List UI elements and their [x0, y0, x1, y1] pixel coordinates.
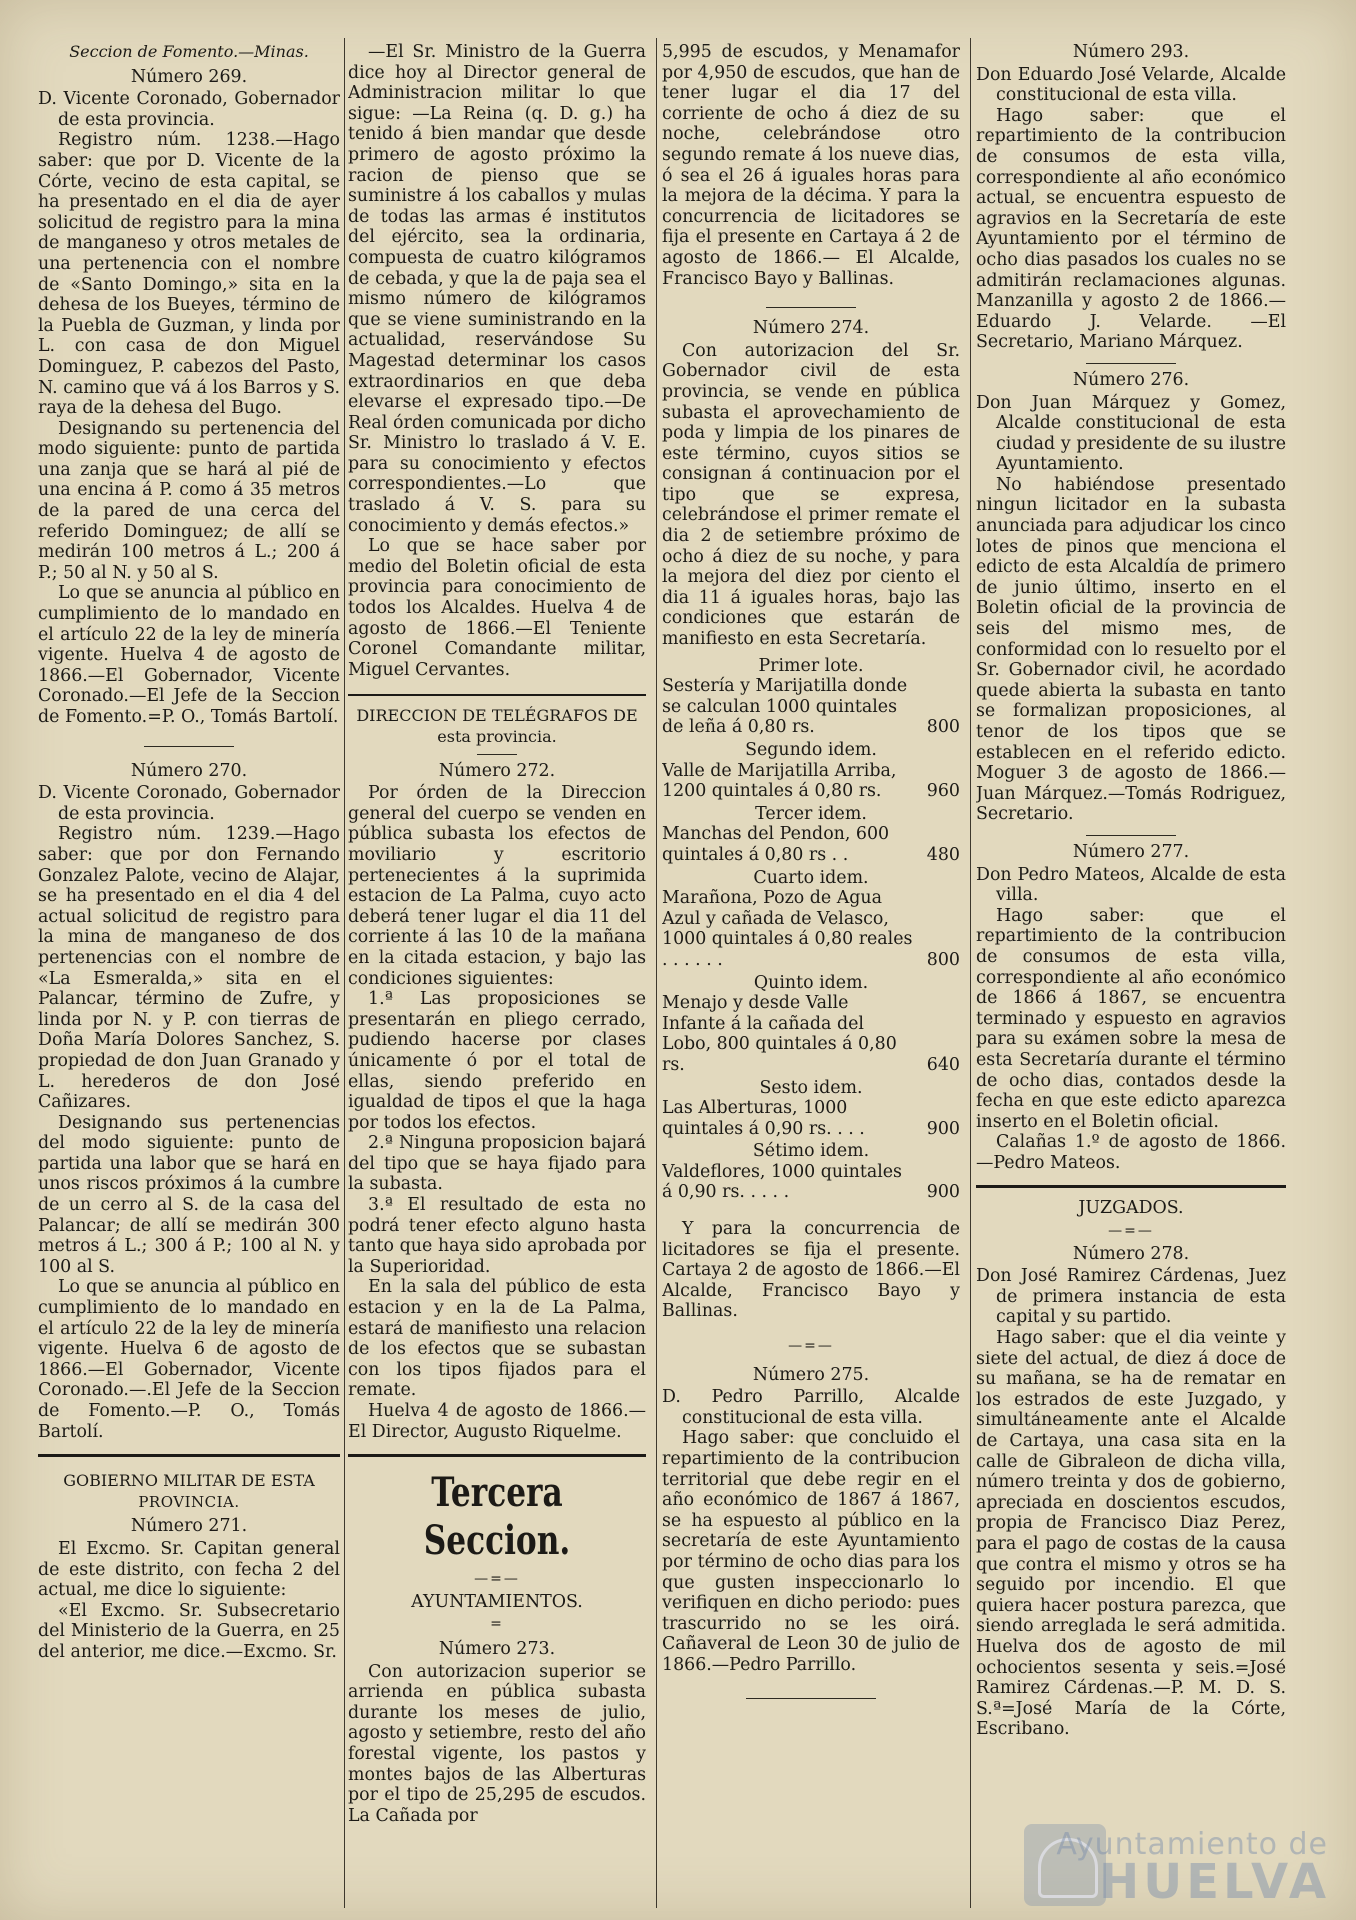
notice-body: Lo que se anuncia al público en cumplimiento de lo mandado en el artículo 22 de la ley de minería vigente. Huelva 4 de agosto de 1866.—El Gobernador, Vicente Coronado.—El Jefe de la Seccion de Fomento.=P. O., Tomás Bartolí. — [38, 583, 340, 727]
notice-number: Número 277. — [1072, 841, 1190, 862]
lot-description: Sestería y Marijatilla donde se calculan 1000 quintales de leña á 0,80 rs. — [662, 676, 908, 738]
lot-value: 960 — [926, 781, 960, 802]
ornament: —=— — [1108, 1223, 1154, 1240]
column-rule — [656, 38, 657, 1908]
section-subheader: PROVINCIA. — [138, 1492, 240, 1511]
notice-author: Don Pedro Mateos, Alcalde de esta villa. — [976, 864, 1286, 906]
separator — [1086, 363, 1176, 364]
notice-number: Número 275. — [752, 1364, 870, 1385]
notice-body: —El Sr. Ministro de la Guerra dice hoy al Director general de Administracion militar lo que sigue: —La Reina (q. D. g.) ha tenido á bien mandar que desde primero de agosto próximo la racion de pienso que se suministre á los caballos y mulas de todas las armas é institutos del ejército, sea la ordinaria, compuesta de cuatro kilógramos de cebada, y que la de paja sea el mismo número de kilógramos que se viene suministrando en la actualidad, reservándose Su Magestad determinar los casos extraordinarios en que deba elevarse el expresado tipo.—De Real órden comunicada por dicho Sr. Ministro lo traslado á V. E. para su conocimiento y efectos correspondientes.—Lo que traslado á V. S. para su conocimiento y demás efectos.» — [348, 42, 646, 536]
lot-description: Marañona, Pozo de Agua Azul y cañada de Velasco, 1000 quintales á 0,80 reales . . . . . . — [662, 888, 913, 970]
notice-body: Hago saber: que el repartimiento de la contribucion de consumos de esta villa, correspondiente al año económico de 1866 á 1867, se encuentra terminado y espuesto en agravios para su exámen sobre la mesa de esta Secretaría durante el término de ocho dias, contados desde la fecha en que este edicto aparezca inserto en el Boletin oficial. — [976, 905, 1286, 1132]
condition: 2.ª Ninguna proposicion bajará del tipo que se haya fijado para la subasta. — [348, 1133, 646, 1195]
column-rule — [344, 38, 345, 1908]
section-header: DIRECCION DE TELÉGRAFOS DE esta provincia. — [356, 706, 638, 746]
column-1 — [38, 42, 340, 1902]
notice-number: Número 278. — [1072, 1243, 1190, 1264]
condition: 1.ª Las proposiciones se presentarán en pliego cerrado, pudiendo hacerse por clases únicamente ó por el total de ellas, siendo preferido en igualdad de tipos el que la haga por todos los efectos. — [348, 989, 646, 1133]
notice-body: Registro núm. 1239.—Hago saber: que por don Fernando Gonzalez Palote, vecino de Alajar, se ha presentado en el dia 4 del actual solicitud de registro para la mina de manganeso de dos pertenencias con el nombre de «La Esmeralda,» sita en el Palancar, término de Zufre, y linda por N. y P. con tierras de Doña María Dolores Sanchez, S. propiedad de don Juan Granado y L. herederos de don José Cañizares. — [38, 824, 340, 1113]
section-rule — [348, 1454, 646, 1457]
separator — [746, 1698, 876, 1699]
notice-body: En la sala del público de esta estacion y en la de La Palma, estará de manifiesto una relacion de los efectos que se subastan con los tipos fijados para el remate. — [348, 1277, 646, 1401]
notice-number: Número 276. — [1072, 369, 1190, 390]
notice-author: Don Eduardo José Velarde, Alcalde constitucional de esta villa. — [976, 64, 1286, 106]
column-4 — [976, 42, 1286, 1902]
lot-heading: Sesto idem. — [759, 1077, 863, 1098]
section-header: AYUNTAMIENTOS. — [411, 1591, 583, 1612]
section-rule — [38, 1454, 340, 1457]
lot-row — [662, 1162, 960, 1203]
lot-row — [662, 1098, 960, 1139]
section-rule — [348, 694, 646, 696]
section-header: GOBIERNO MILITAR DE ESTA — [63, 1471, 315, 1491]
lot-row — [662, 761, 960, 802]
section-title: Tercera Seccion. — [423, 1469, 571, 1565]
lot-description: Menajo y desde Valle Infante á la cañada del Lobo, 800 quintales á 0,80 rs. — [662, 993, 897, 1075]
notice-body: Lo que se hace saber por medio del Boletin oficial de esta provincia para conocimiento de todos los Alcaldes. Huelva 4 de agosto de 1866.—El Teniente Coronel Comandante militar, Miguel Cervantes. — [348, 536, 646, 680]
column-rule — [970, 38, 971, 1908]
notice-body: Con autorizacion superior se arrienda en pública subasta durante los meses de julio, agosto y setiembre, resto del año forestal vigente, los pastos y montes bajos de las Alberturas por el tipo de 25,295 de escudos. La Cañada por — [348, 1661, 646, 1826]
lot-description: Las Alberturas, 1000 quintales á 0,90 rs. . . . — [662, 1098, 865, 1139]
column-3 — [662, 42, 960, 1902]
lot-description: Valle de Marijatilla Arriba, 1200 quintales á 0,80 rs. — [662, 760, 897, 802]
notice-number: Número 273. — [438, 1638, 556, 1659]
notice-body: Por órden de la Direccion general del cuerpo se venden en pública subasta los efectos de moviliario y escritorio pertenecientes á la suprimida estacion de La Palma, cuyo acto deberá tener lugar el dia 11 del corriente á las 10 de la mañana en la citada estacion, y bajo las condiciones siguientes: — [348, 783, 646, 989]
notice-body: Con autorizacion del Sr. Gobernador civil de esta provincia, se vende en pública subasta el aprovechamiento de poda y limpia de los pinares de este término, cuyos sitios se consignan á continuacion por el tipo que se expresa, celebrándose el primer remate el dia 2 de setiembre próximo de ocho á diez de su noche, y para la mejora del diez por ciento el dia 11 á iguales horas, bajo las condiciones que estarán de manifiesto en esta Secretaría. — [662, 340, 960, 650]
lot-row — [662, 993, 960, 1075]
lot-value: 800 — [926, 949, 960, 970]
lot-row — [662, 676, 960, 738]
lot-heading: Segundo idem. — [745, 740, 877, 760]
notice-body: Lo que se anuncia al público en cumplimiento de lo mandado en el artículo 22 de la ley de minería vigente. Huelva 6 de agosto de 1866.—El Gobernador, Vicente Coronado.—.El Jefe de la Seccion de Fomento.—P. O., Tomás Bartolí. — [38, 1277, 340, 1442]
lot-value: 900 — [926, 1182, 960, 1203]
notice-signature: Calañas 1.º de agosto de 1866. —Pedro Mateos. — [976, 1132, 1286, 1173]
lot-heading: Sétimo idem. — [752, 1141, 870, 1162]
lot-row — [662, 888, 960, 970]
separator — [144, 746, 234, 747]
notice-number: Número 271. — [130, 1516, 248, 1537]
section-header: Seccion de Fomento.—Minas. — [69, 42, 309, 61]
condition: 3.ª El resultado de esta no podrá tener efecto alguno hasta tanto que haya sido aprobada por la Superioridad. — [348, 1195, 646, 1277]
notice-number: Número 272. — [438, 760, 556, 781]
lot-value: 480 — [926, 844, 960, 865]
notice-number: Número 274. — [752, 318, 870, 339]
notice-signature: Huelva 4 de agosto de 1866.— El Director, Augusto Riquelme. — [348, 1401, 646, 1442]
lot-heading: Tercer idem. — [755, 803, 867, 824]
notice-body: 5,995 de escudos, y Menamafor por 4,950 de escudos, que han de tener lugar el dia 17 del corriente de ocho á diez de su noche, celebrándose otro segundo remate á los nueve dias, ó sea el 26 á iguales horas para la mejora de la décima. Y para la concurrencia de licitadores se fija el presente en Cartaya á 2 de agosto de 1866.— El Alcalde, Francisco Bayo y Ballinas. — [662, 42, 960, 289]
section-header: JUZGADOS. — [1078, 1198, 1184, 1219]
separator — [766, 307, 856, 308]
notice-number: Número 270. — [130, 760, 248, 781]
ornament: = — [490, 1616, 504, 1633]
watermark-text: HUELVA — [1099, 1854, 1330, 1910]
lots-list — [662, 656, 960, 1203]
separator — [1086, 835, 1176, 836]
lot-value: 800 — [926, 717, 960, 738]
notice-body: Designando sus pertenencias del modo siguiente: punto de partida una labor que se hará en unos riscos próximos á la cumbre de un cerro al S. de la casa del Palancar; de allí se medirán 300 metros á L.; 300 á P.; 100 al N. y 100 al S. — [38, 1112, 340, 1277]
notice-body: Hago saber: que el repartimiento de la contribucion de consumos de esta villa, correspondiente al año económico actual, se encuentra espuesto de agravios en la Secretaría de este Ayuntamiento por el término de ocho dias pasados los cuales no se admitirán reclamaciones algunas. Manzanilla y agosto 2 de 1866.—Eduardo J. Velarde. —El Secretario, Mariano Márquez. — [976, 105, 1286, 353]
ornament: —=— — [788, 1338, 834, 1355]
lot-heading: Primer lote. — [758, 655, 864, 676]
notice-author: D. Vicente Coronado, Gobernador de esta provincia. — [38, 783, 340, 824]
lot-value: 900 — [926, 1118, 960, 1139]
notice-body: Registro núm. 1238.—Hago saber: que por D. Vicente de la Córte, vecino de esta capital, se ha presentado en el dia de ayer solicitud de registro para la mina de manganeso y otros metales de una pertenencia con el nombre de «Santo Domingo,» sita en la dehesa de los Bueyes, término de la Puebla de Guzman, y linda por L. con casa de don Miguel Dominguez, P. cabezos del Pasto, N. camino que vá á los Barros y S. raya de la dehesa del Bugo. — [38, 130, 340, 419]
notice-body: Hago saber: que concluido el repartimiento de la contribucion territorial que debe regir en el año económico de 1867 á 1867, se ha espuesto al público en la secretaría de este Ayuntamiento por término de ocho dias para los que gusten inspeccionarlo lo verifiquen en dicho periodo: pues trascurrido no se les oirá. Cañaveral de Leon 30 de julio de 1866.—Pedro Parrillo. — [662, 1428, 960, 1675]
notice-number: Número 293. — [1072, 42, 1190, 62]
notice-number: Número 269. — [130, 66, 248, 87]
notice-author: D. Vicente Coronado, Gobernador de esta provincia. — [38, 89, 340, 130]
lot-description: Valdeflores, 1000 quintales á 0,90 rs. . . . . — [662, 1161, 902, 1203]
watermark-text: Ayuntamiento de — [1056, 1827, 1328, 1862]
lot-value: 640 — [926, 1054, 960, 1075]
notice-body: Designando su pertenencia del modo siguiente: punto de partida una zanja que se hará al pié de una encina á P. como á 35 metros de la pared de una cerca del referido Dominguez; de allí se medirán 100 metros á L.; 200 á P.; 50 al N. y 50 al S. — [38, 418, 340, 583]
notice-body: No habiéndose presentado ningun licitador en la subasta anunciada para adjudicar los cinco lotes de pinos que menciona el edicto de esta Alcaldía de primero de junio último, inserto en el Boletin oficial de la provincia de seis del mismo mes, de conformidad con lo resuelto por el Sr. Gobernador civil, he acordado quede abierta la subasta en tanto se formalizan proposiciones, al tenor de los tipos que se establecen en el referido edicto. Moguer 3 de agosto de 1866.—Juan Márquez.—Tomás Rodriguez, Secretario. — [976, 474, 1286, 825]
notice-body: «El Excmo. Sr. Subsecretario del Ministerio de la Guerra, en 25 del anterior, me dice.—Excmo. Sr. — [38, 1600, 340, 1662]
lot-description: Manchas del Pendon, 600 quintales á 0,80 rs . . — [662, 824, 890, 865]
column-2 — [348, 42, 646, 1902]
lot-row — [662, 824, 960, 865]
separator — [477, 754, 517, 755]
notice-author: D. Pedro Parrillo, Alcalde constitucional de esta villa. — [662, 1387, 960, 1428]
notice-body: Y para la concurrencia de licitadores se fija el presente. Cartaya 2 de agosto de 1866.—El Alcalde, Francisco Bayo y Ballinas. — [662, 1219, 960, 1322]
notice-body: Hago saber: que el dia veinte y siete del actual, de diez á doce de su mañana, se ha de rematar en los estrados de este Juzgado, y simultáneamente ante el Alcalde de Cartaya, una casa sita en la calle de Gibraleon de dicha villa, número treinta y dos de gobierno, apreciada en doscientos escudos, propia de Francisco Diaz Perez, para el pago de costas de la causa que contra el mismo y otros se ha seguido por incendio. El que quiera hacer postura parezca, que siendo arreglada le será admitida. Huelva dos de agosto de mil ochocientos sesenta y seis.=José Ramirez Cárdenas.—P. M. D. S. S.ª=José María de la Córte, Escribano. — [976, 1328, 1286, 1740]
notice-author: Don José Ramirez Cárdenas, Juez de primera instancia de esta capital y su partido. — [976, 1266, 1286, 1328]
section-rule — [976, 1185, 1286, 1188]
lot-heading: Cuarto idem. — [753, 867, 869, 888]
notice-body: El Excmo. Sr. Capitan general de este distrito, con fecha 2 del actual, me dice lo siguiente: — [38, 1538, 340, 1601]
notice-author: Don Juan Márquez y Gomez, Alcalde constitucional de esta ciudad y presidente de su ilustre Ayuntamiento. — [976, 392, 1286, 475]
lot-heading: Quinto idem. — [753, 972, 869, 993]
ornament: —=— — [474, 1571, 520, 1588]
